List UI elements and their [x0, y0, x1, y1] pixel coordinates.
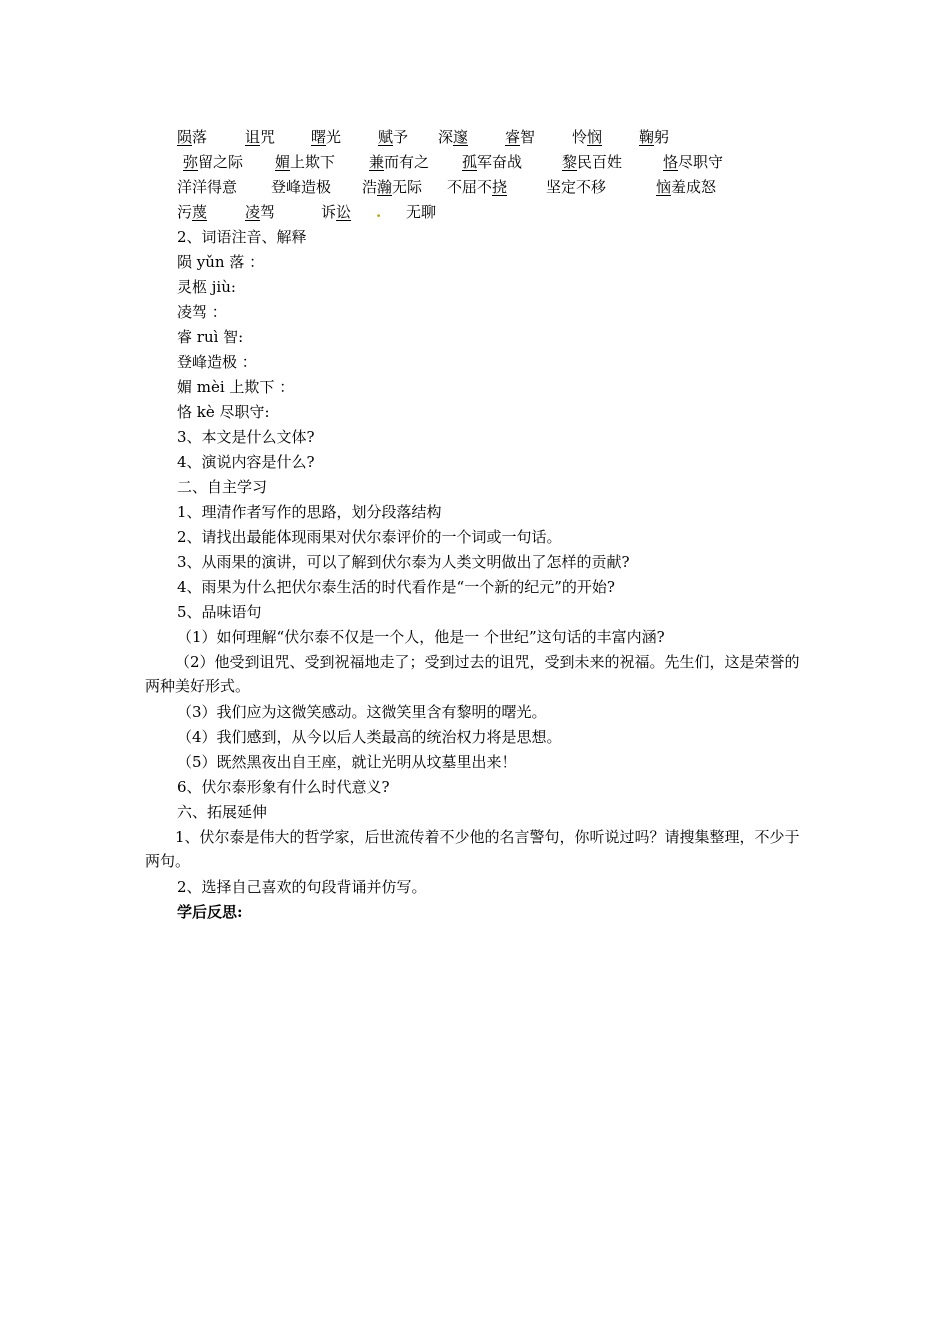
section-heading: 二、自主学习 [177, 478, 268, 496]
vocab-word: 浩瀚无际 [362, 178, 423, 196]
vocab-word: 黎民百姓 [562, 153, 623, 171]
question-2-heading: 2、词语注音、解释 [177, 228, 307, 246]
question-line: 3、从雨果的演讲，可以了解到伏尔泰为人类文明做出了怎样的贡献? [177, 553, 630, 571]
gloss-line: 媚 mèi 上欺下 ： [177, 378, 295, 396]
vocab-row-2 [0, 152, 950, 172]
vocab-word: 诉讼 [321, 203, 352, 221]
vocab-word: 不屈不挠 [447, 178, 508, 196]
vocab-word: 孤军奋战 [462, 153, 523, 171]
vocab-word: 深邃 [438, 128, 469, 146]
vocab-word: 登峰造极 [271, 178, 332, 196]
gloss-line: 登峰造极 ： [177, 353, 257, 371]
vocab-word: 坚定不移 [546, 178, 607, 196]
section-heading: 六、拓展延伸 [177, 803, 268, 821]
question-line: 5、品味语句 [177, 603, 262, 621]
question-line: 4、演说内容是什么? [177, 453, 315, 471]
vocab-word: 曙光 [311, 128, 342, 146]
vocab-row-3 [0, 177, 950, 197]
vocab-word: 凌驾 [245, 203, 276, 221]
vocab-word: 鞠躬 [639, 128, 670, 146]
vocab-word: 怜悯 [572, 128, 603, 146]
question-line: 4、雨果为什么把伏尔泰生活的时代看作是“一个新的纪元”的开始? [177, 578, 615, 596]
question-line: 2、选择自己喜欢的句段背诵并仿写。 [177, 878, 427, 896]
gloss-line: 睿 ruì 智: [177, 328, 244, 346]
question-line: 1、理清作者写作的思路，划分段落结构 [177, 503, 442, 521]
vocab-word: 无聊 [406, 203, 437, 221]
question-line: 2、请找出最能体现雨果对伏尔泰评价的一个词或一句话。 [177, 528, 562, 546]
vocab-word: 诅咒 [245, 128, 276, 146]
vocab-word: 媚上欺下 [275, 153, 336, 171]
highlight-dot: . [376, 203, 382, 221]
vocab-word: 洋洋得意 [177, 178, 238, 196]
sentence-item: （5）既然黑夜出自王座，就让光明从坟墓里出来！ [177, 753, 517, 771]
question-line: 3、本文是什么文体? [177, 428, 315, 446]
vocab-word: 赋予 [378, 128, 409, 146]
sentence-item: （4）我们感到，从今以后人类最高的统治权力将是思想。 [177, 728, 562, 746]
vocab-word: 污蔑 [177, 203, 208, 221]
gloss-line: 陨 yǔn 落 ： [177, 253, 265, 271]
vocab-word: 陨落 [177, 128, 208, 146]
vocab-row-4 [0, 202, 950, 222]
question-line: 6、伏尔泰形象有什么时代意义? [177, 778, 390, 796]
question-line: 1、伏尔泰是伟大的哲学家，后世流传着不少他的名言警句，你听说过吗？请搜集整理，不少于两句。 [145, 828, 800, 870]
vocab-word: 恪尽职守 [663, 153, 724, 171]
vocab-row-1 [0, 127, 950, 147]
reflection-heading: 学后反思: [177, 903, 243, 921]
sentence-item: （2）他受到诅咒、受到祝福地走了；受到过去的诅咒，受到未来的祝福。先生们，这是荣誉的两种美好形式。 [145, 653, 800, 695]
gloss-line: 灵柩 jiù: [177, 278, 236, 296]
vocab-word: 睿智 [505, 128, 536, 146]
gloss-line: 凌驾 ： [177, 303, 227, 321]
sentence-item: （3）我们应为这微笑感动。这微笑里含有黎明的曙光。 [177, 703, 547, 721]
gloss-line: 恪 kè 尽职守: [177, 403, 270, 421]
vocab-word: 兼而有之 [369, 153, 430, 171]
sentence-item: （1）如何理解“伏尔泰不仅是一个人，他是一 个世纪”这句话的丰富内涵? [177, 628, 665, 646]
vocab-word: 弥留之际 [183, 153, 244, 171]
vocab-word: 恼羞成怒 [656, 178, 717, 196]
